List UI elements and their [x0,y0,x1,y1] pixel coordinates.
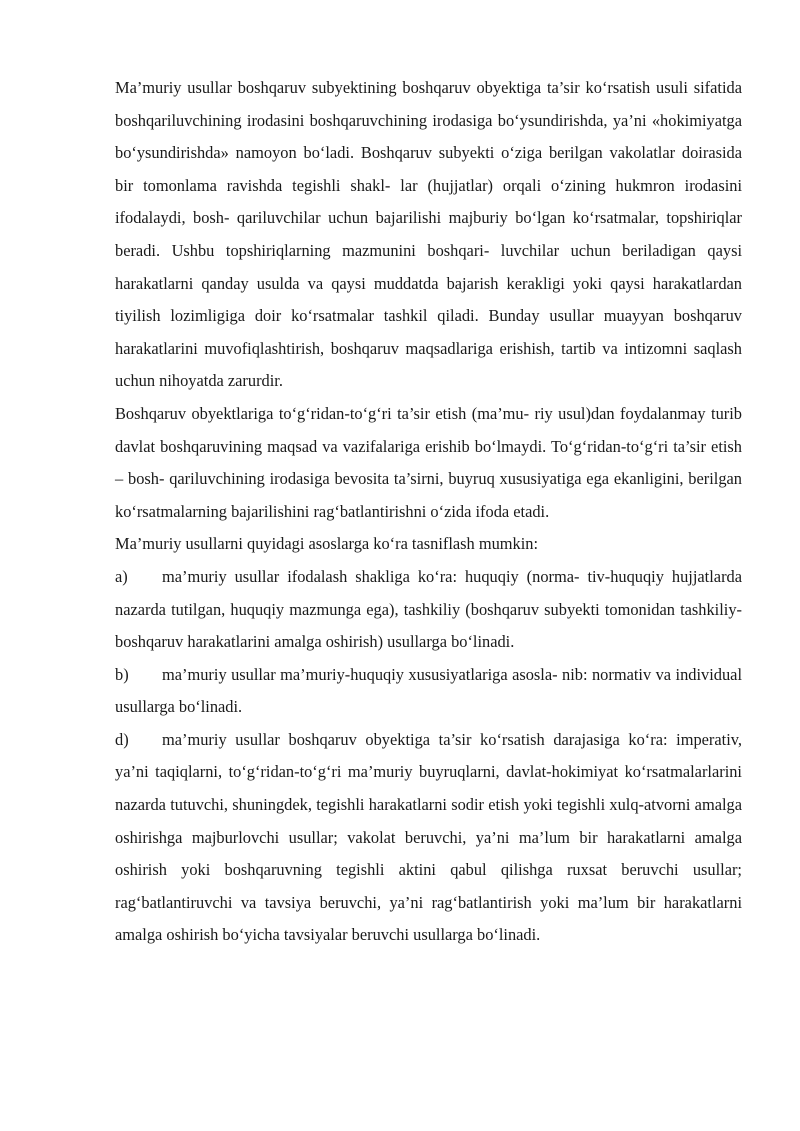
list-marker: b) [115,664,129,684]
classification-list [115,561,742,952]
paragraph-administrative-methods: Ma’muriy usullar boshqaruv subyektining boshqaruv obyektiga ta’sir ko‘rsatish usuli sifatida boshqariluvchining irodasini boshqaruvchining irodasiga bo‘ysundirishda, ya’ni «hokimiyatga bo‘ysundirishda» namoyon bo‘ladi. Boshqaruv subyekti o‘ziga berilgan vakolatlar doirasida bir tomonlama ravishda tegishli shakl- lar (hujjatlar) orqali o‘zining hukmron irodasini ifodalaydi, bosh- qariluvchilar uchun bajarilishi majburiy bo‘lgan ko‘rsatmalar, topshiriqlar beradi. Ushbu topshiriqlarning mazmunini boshqari- luvchilar uchun beriladigan qaysi harakatlarni qanday usulda va qaysi muddatda bajarish kerakligi yoki qaysi harakatlardan tiyilish lozimligiga doir ko‘rsatmalar tashkil qiladi. Bunday usullar muayyan boshqaruv harakatlarini muvofiqlashtirish, boshqaruv maqsadlariga erishish, tartib va intizomni saqlash uchun nihoyatda zarurdir. [115,78,742,391]
document-page [115,72,742,952]
list-item-text: ma’muriy usullar ifodalash shakliga ko‘ra: huquqiy (norma- tiv-huquqiy hujjatlarda nazarda tutilgan, huquqiy mazmunga ega), tashkiliy (boshqaruv subyekti tomonidan tashkiliy-boshqaruv harakatlarini amalga oshirish) usullarga bo‘linadi. [115,566,742,652]
list-marker: d) [115,729,129,749]
list-item [115,561,742,659]
list-item [115,724,742,952]
list-marker: a) [115,566,128,586]
paragraph-direct-influence: Boshqaruv obyektlariga to‘g‘ridan-to‘g‘ri ta’sir etish (ma’mu- riy usul)dan foydalanmay turib davlat boshqaruvining maqsad va vazifalariga erishib bo‘lmaydi. To‘g‘ridan-to‘g‘ri ta’sir etish – bosh- qariluvchining irodasiga bevosita ta’sirni, buyruq xususiyatiga ega ekanligini, berilgan ko‘rsatmalarning bajarilishini rag‘batlantirishni o‘zida ifoda etadi. [115,403,742,521]
list-item [115,659,742,724]
list-item-text: ma’muriy usullar boshqaruv obyektiga ta’sir ko‘rsatish darajasiga ko‘ra: imperativ, ya’ni taqiqlarni, to‘g‘ridan-to‘g‘ri ma’muriy buyruqlarni, davlat-hokimiyat ko‘rsatmalarlarini nazarda tutuvchi, shuningdek, tegishli harakatlarni sodir etish yoki tegishli xulq-atvorni amalga oshirishga majburlovchi usullar; vakolat beruvchi, ya’ni ma’lum bir harakatlarni amalga oshirish yoki boshqaruvning tegishli aktini qabul qilishga ruxsat beruvchi usullar; rag‘batlantiruvchi va tavsiya beruvchi, ya’ni rag‘batlantirish yoki ma’lum bir harakatlarni amalga oshirish bo‘yicha tavsiyalar beruvchi usullarga bo‘linadi. [115,729,742,945]
list-item-text: ma’muriy usullar ma’muriy-huquqiy xususiyatlariga asosla- nib: normativ va individual usullarga bo‘linadi. [115,664,742,717]
paragraph-classification-intro: Ma’muriy usullarni quyidagi asoslarga ko‘ra tasniflash mumkin: [115,534,539,554]
